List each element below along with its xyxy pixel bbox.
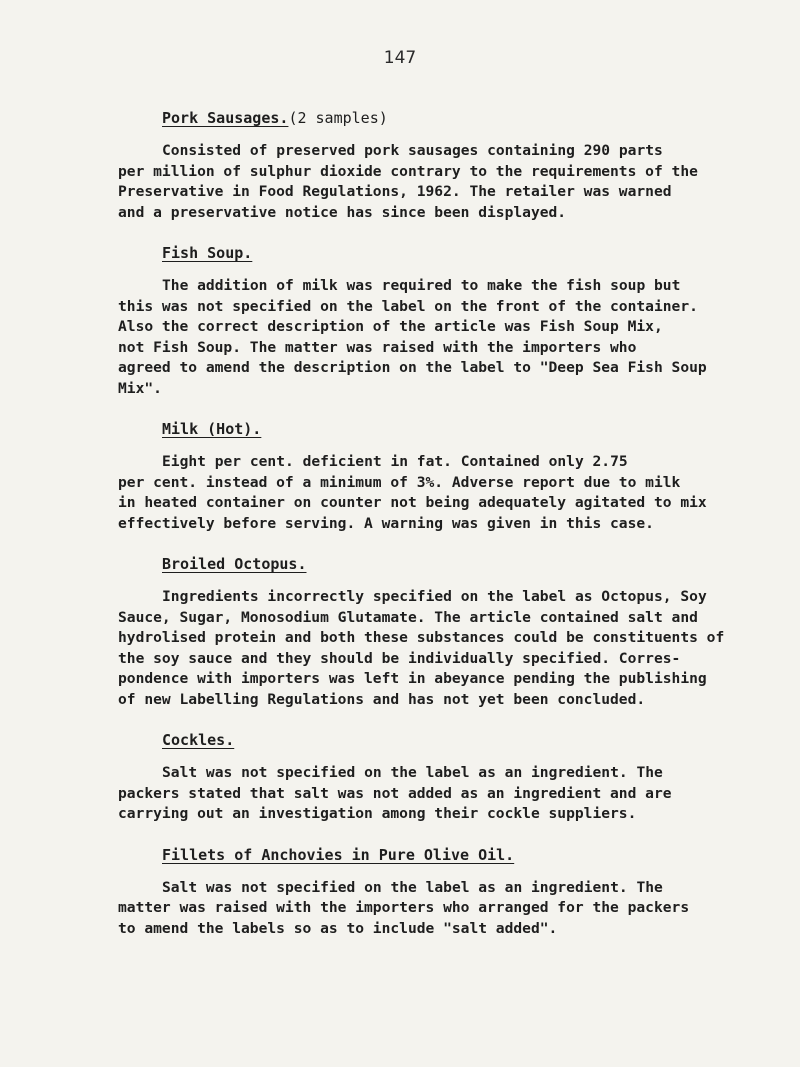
section-heading <box>162 730 778 750</box>
section-broiled-octopus <box>118 554 778 710</box>
section-title: Cockles. <box>162 731 235 749</box>
paragraph-line: Preservative in Food Regulations, 1962. The retailer was warned <box>118 183 672 200</box>
paragraph-line: Salt was not specified on the label as an ingredient. The <box>162 764 663 781</box>
paragraph-line: effectively before serving. A warning was given in this case. <box>118 514 654 532</box>
paragraph-line: not Fish Soup. The matter was raised with the importers who <box>118 338 637 356</box>
section-cockles <box>118 730 778 825</box>
paragraph-line: Also the correct description of the article was Fish Soup Mix, <box>118 318 663 335</box>
section-title: Fish Soup. <box>162 244 253 262</box>
section-fillets-of-anchovies <box>118 845 778 940</box>
section-paragraph <box>118 878 778 940</box>
section-note: (2 samples) <box>288 109 388 127</box>
section-paragraph <box>118 452 778 534</box>
section-paragraph <box>118 141 778 223</box>
section-title: Milk (Hot). <box>162 420 262 438</box>
section-title: Broiled Octopus. <box>162 555 307 573</box>
paragraph-line: agreed to amend the description on the label to "Deep Sea Fish Soup <box>118 359 707 376</box>
section-paragraph <box>118 587 778 710</box>
paragraph-line: in heated container on counter not being adequately agitated to mix <box>118 494 707 511</box>
paragraph-line: per cent. instead of a minimum of 3%. Adverse report due to milk <box>118 473 681 491</box>
paragraph-line: per million of sulphur dioxide contrary to the requirements of the <box>118 162 698 180</box>
paragraph-line: Eight per cent. deficient in fat. Contained only 2.75 <box>162 453 628 470</box>
document-body <box>118 108 778 959</box>
section-heading <box>162 243 778 263</box>
section-pork-sausages <box>118 108 778 223</box>
section-paragraph <box>118 763 778 825</box>
paragraph-line: carrying out an investigation among their cockle suppliers. <box>118 805 637 822</box>
paragraph-line: The addition of milk was required to make the fish soup but <box>162 277 681 294</box>
section-heading <box>162 554 778 574</box>
page-number: 147 <box>383 48 417 68</box>
paragraph-line: Mix". <box>118 379 162 397</box>
section-title: Fillets of Anchovies in Pure Olive Oil. <box>162 845 515 864</box>
paragraph-line: hydrolised protein and both these substances could be constituents of <box>118 629 725 646</box>
section-milk-hot <box>118 419 778 534</box>
paragraph-line: the soy sauce and they should be individually specified. Corres- <box>118 649 681 667</box>
paragraph-line: pondence with importers was left in abeyance pending the publishing <box>118 670 707 687</box>
section-title: Pork Sausages. <box>162 109 289 127</box>
section-heading <box>162 419 778 439</box>
paragraph-line: matter was raised with the importers who arranged for the packers <box>118 899 690 916</box>
paragraph-line: Consisted of preserved pork sausages containing 290 parts <box>162 142 663 159</box>
section-heading <box>162 108 778 128</box>
section-paragraph <box>118 276 778 399</box>
paragraph-line: Salt was not specified on the label as an ingredient. The <box>162 878 663 896</box>
section-heading <box>162 845 778 865</box>
paragraph-line: of new Labelling Regulations and has not yet been concluded. <box>118 690 646 708</box>
paragraph-line: Ingredients incorrectly specified on the label as Octopus, Soy <box>162 588 707 605</box>
paragraph-line: to amend the labels so as to include "salt added". <box>118 919 558 937</box>
section-fish-soup <box>118 243 778 399</box>
paragraph-line: and a preservative notice has since been displayed. <box>118 203 567 221</box>
paragraph-line: this was not specified on the label on the front of the container. <box>118 297 698 315</box>
paragraph-line: Sauce, Sugar, Monosodium Glutamate. The article contained salt and <box>118 608 698 626</box>
paragraph-line: packers stated that salt was not added as an ingredient and are <box>118 784 672 802</box>
